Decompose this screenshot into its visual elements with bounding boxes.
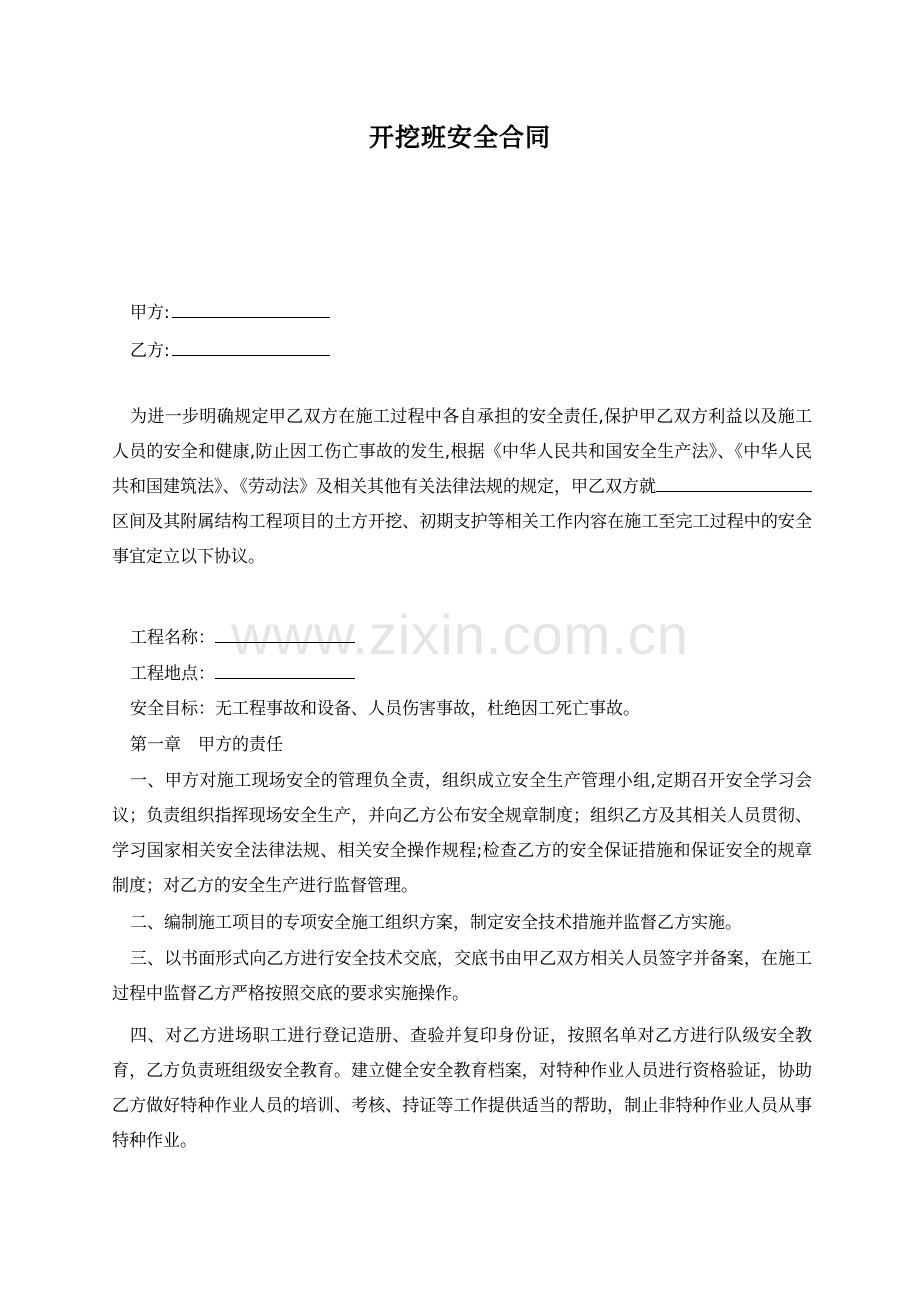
- intro-text-part1: 为进一步明确规定甲乙双方在施工过程中各自承担的安全责任,保护甲乙双方利益以及施工人员的安全和健康,防止因工伤亡事故的发生,根据《中华人民共和国安全生产法》、《中华人民共和国建筑法》、《劳动法》及相关其他有关法律法规的规定，甲乙双方就: [112, 407, 812, 497]
- party-b-line: [130, 338, 330, 362]
- clause-2: 二、编制施工项目的专项安全施工组织方案，制定安全技术措施并监督乙方实施。: [130, 913, 742, 933]
- project-name-line: [130, 625, 355, 649]
- project-name-label: 工程名称：: [130, 628, 215, 648]
- project-name-blank: [215, 625, 355, 643]
- chapter-1-title: 第一章 甲方的责任: [130, 735, 283, 755]
- party-a-line: [130, 300, 330, 324]
- intro-text-part2: 区间及其附属结构工程项目的土方开挖、初期支护等相关工作内容在施工至完工过程中的安全事宜定立以下协议。: [112, 512, 812, 567]
- section-name-blank: [656, 473, 812, 492]
- project-site-line: [130, 661, 355, 685]
- party-a-label: 甲方:: [130, 303, 170, 323]
- clause-3: 三、以书面形式向乙方进行安全技术交底，交底书由甲乙双方相关人员签字并备案，在施工过程中监督乙方严格按照交底的要求实施操作。: [112, 949, 812, 1004]
- project-site-blank: [215, 661, 355, 679]
- party-b-blank: [172, 338, 330, 356]
- party-a-blank: [172, 300, 330, 318]
- document-title: 开挖班安全合同: [368, 123, 551, 152]
- party-b-label: 乙方:: [130, 341, 170, 361]
- clause-1: 一、甲方对施工现场安全的管理负全责，组织成立安全生产管理小组,定期召开安全学习会议；负责组织指挥现场安全生产，并向乙方公布安全规章制度；组织乙方及其相关人员贯彻、学习国家相关安全法律法规、相关安全操作规程;检查乙方的安全保证措施和保证安全的规章制度；对乙方的安全生产进行监督管理。: [112, 771, 812, 896]
- watermark-text: www.zixin.com.cn: [231, 603, 689, 666]
- intro-paragraph: [112, 400, 812, 575]
- safety-goal: 安全目标：无工程事故和设备、人员伤害事故，杜绝因工死亡事故。: [130, 699, 640, 719]
- clause-4: 四、对乙方进场职工进行登记造册、查验并复印身份证，按照名单对乙方进行队级安全教育，乙方负责班组级安全教育。建立健全安全教育档案，对特种作业人员进行资格验证，协助乙方做好特种作业人员的培训、考核、持证等工作提供适当的帮助，制止非特种作业人员从事特种作业。: [112, 1026, 812, 1151]
- project-site-label: 工程地点：: [130, 664, 215, 684]
